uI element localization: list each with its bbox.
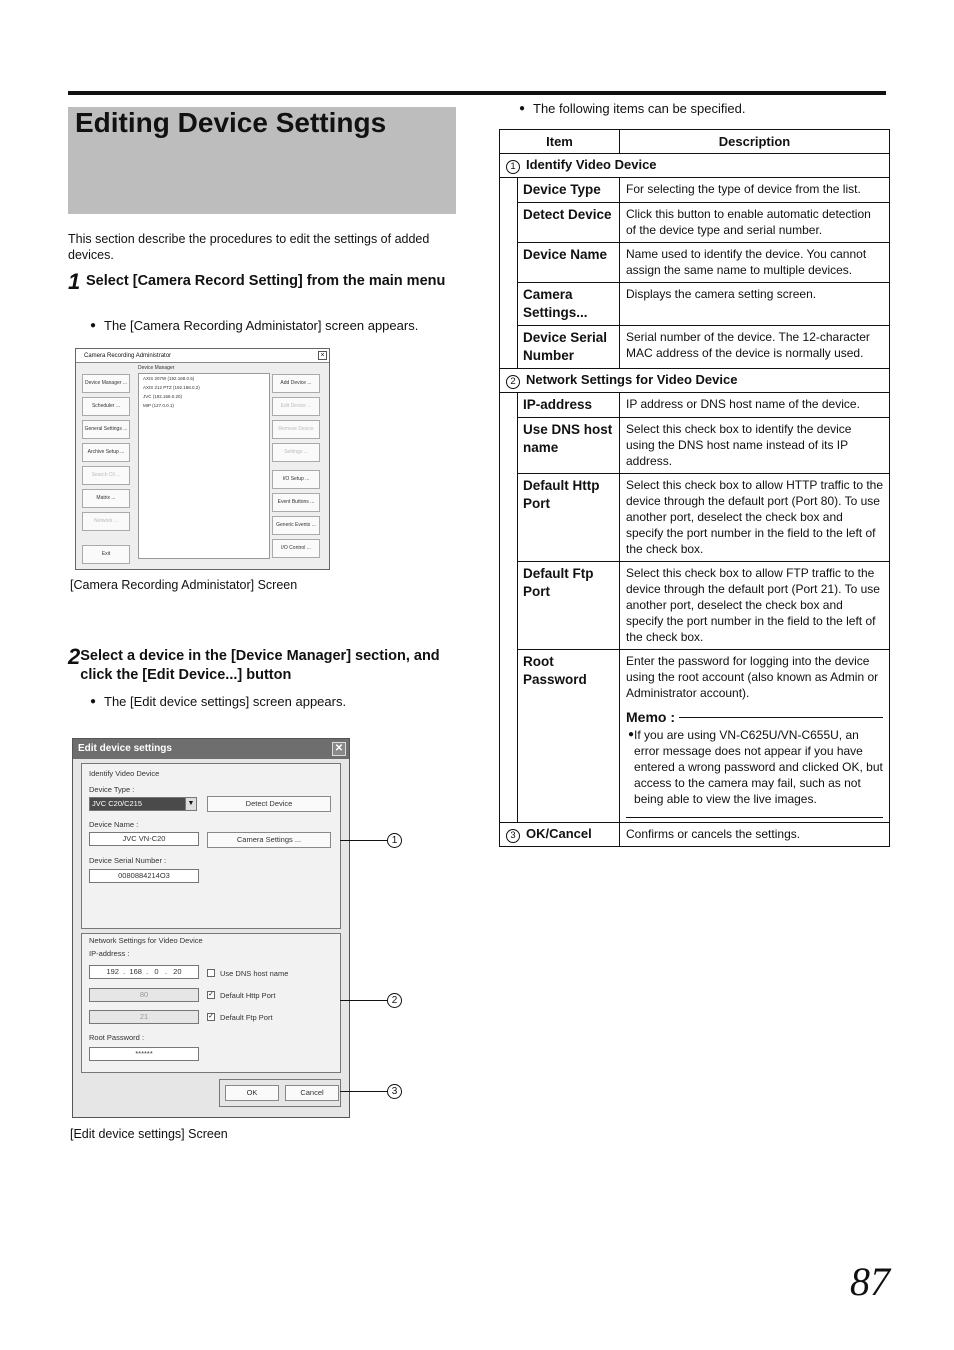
screenshot-2-caption: [Edit device settings] Screen (70, 1127, 228, 1141)
device-item: AXIS 212 PTZ (192.168.0.2) (143, 385, 200, 390)
step-1-bullet (90, 318, 418, 334)
table-row (500, 243, 890, 283)
memo-body (626, 727, 883, 807)
description-cell (620, 650, 890, 823)
description-cell: Select this check box to identify the device using the DNS host name instead of its IP address. (620, 418, 890, 474)
table-row (500, 283, 890, 326)
device-type-select: JVC C20/C215 (89, 797, 197, 811)
title-box (68, 107, 456, 214)
matrix-button: Matrix ... (82, 489, 130, 508)
camera-settings-button: Camera Settings ... (207, 832, 331, 848)
use-dns-checkbox (207, 969, 215, 977)
chevron-down-icon: ▼ (185, 798, 196, 810)
callout-1: 1 (387, 833, 402, 848)
section-row (500, 369, 890, 393)
description-cell: Select this check box to allow FTP traffic to the device through the default port (Port 21). To use another port, deselect the check box and specify the port number in the field to the left of the check box. (620, 562, 890, 650)
search-button: Search Cli ... (82, 466, 130, 485)
bullet-icon: ● (90, 696, 97, 707)
item-cell: Detect Device (518, 203, 620, 243)
device-item: JVC (192.168.0.20) (143, 394, 183, 399)
edit-device-button: Edit Device ... (272, 397, 320, 416)
screenshot-title: Camera Recording Administrator (84, 353, 172, 359)
device-name-label: Device Name : (89, 820, 139, 829)
archive-setup-button: Archive Setup ... (82, 443, 130, 462)
section-label: OK/Cancel (526, 826, 592, 841)
description-cell: Serial number of the device. The 12-character MAC address of the device is normally used. (620, 326, 890, 369)
settings-button: Settings ... (272, 443, 320, 462)
description-cell: Confirms or cancels the settings. (620, 823, 890, 847)
right-bullet (519, 101, 745, 117)
ok-button: OK (225, 1085, 279, 1101)
table-row (500, 562, 890, 650)
default-ftp-checkbox: ✓ (208, 1013, 214, 1020)
description-cell: IP address or DNS host name of the device. (620, 393, 890, 418)
generic-events-button: Generic Events ... (272, 516, 320, 535)
network-button: Network ... (82, 512, 130, 531)
table-row (500, 178, 890, 203)
intro-text: This section describe the procedures to edit the settings of added devices. (68, 232, 430, 262)
bullet-icon: ● (519, 103, 526, 114)
bullet-text: The [Camera Recording Administator] screen appears. (104, 318, 419, 333)
screenshot-1-caption: [Camera Recording Administator] Screen (70, 578, 298, 592)
memo-label: Memo : (626, 709, 675, 725)
bullet-text: The following items can be specified. (533, 101, 746, 116)
top-rule (68, 91, 886, 95)
circle-number: 3 (506, 829, 520, 843)
serial-field: 0080884214O3 (89, 869, 199, 883)
http-port-field: 80 (89, 988, 199, 1002)
description-cell: Name used to identify the device. You cannot assign the same name to multiple devices. (620, 243, 890, 283)
description-cell: Displays the camera setting screen. (620, 283, 890, 326)
memo-text: If you are using VN-C625U/VN-C655U, an error message does not appear if you have entered a wrong password and clicked OK, but access to the camera may fail, such as not being able to view the live images. (634, 728, 883, 806)
io-control-button: I/O Control ... (272, 539, 320, 558)
table-header-row (500, 130, 890, 154)
step-1 (68, 269, 456, 294)
memo-end-rule (626, 817, 883, 818)
item-cell: Device Serial Number (518, 326, 620, 369)
exit-button: Exit (82, 545, 130, 564)
callout-line (340, 1091, 387, 1092)
camera-recording-admin-screenshot (75, 348, 330, 570)
table-row (500, 418, 890, 474)
table-row (500, 326, 890, 369)
item-cell: Device Type (518, 178, 620, 203)
io-setup-button: I/O Setup ... (272, 470, 320, 489)
page-number: 87 (850, 1259, 890, 1304)
step-number: 2 (68, 644, 81, 669)
section-network-settings (500, 369, 890, 393)
group-label: Device Manager (138, 365, 175, 371)
section-label: Identify Video Device (526, 157, 657, 172)
ip-address-label: IP-address : (89, 949, 130, 958)
root-password-description: Enter the password for logging into the device using the root account (also known as Admin or Administrator account). (626, 654, 879, 700)
default-http-label: Default Http Port (220, 991, 276, 1000)
default-ftp-label: Default Ftp Port (220, 1013, 273, 1022)
section-ok-cancel (500, 823, 620, 847)
table-row (500, 393, 890, 418)
general-settings-button: General Settings ... (82, 420, 130, 439)
memo-title (626, 709, 883, 725)
cancel-button: Cancel (285, 1085, 339, 1101)
remove-device-button: Remove Device (272, 420, 320, 439)
step-text: Select a device in the [Device Manager] section, and click the [Edit Device...] button (80, 648, 440, 683)
device-tree (138, 373, 270, 559)
bullet-icon: ● (90, 320, 97, 331)
section-identify-video-device (500, 154, 890, 178)
page-title: Editing Device Settings (75, 107, 387, 138)
description-cell: Click this button to enable automatic detection of the device type and serial number. (620, 203, 890, 243)
close-icon: ✕ (332, 742, 346, 756)
device-manager-button: Device Manager ... (82, 374, 130, 393)
root-password-field: ****** (89, 1047, 199, 1061)
device-name-field: JVC VN-C20 (89, 832, 199, 846)
ip-address-field: 192 . 168 . 0 . 20 (89, 965, 199, 979)
item-cell: Camera Settings... (518, 283, 620, 326)
item-cell: IP-address (518, 393, 620, 418)
step-2-bullet (90, 694, 346, 710)
settings-table (499, 129, 890, 847)
serial-label: Device Serial Number : (89, 856, 167, 865)
table-row (500, 203, 890, 243)
ftp-port-field: 21 (89, 1010, 199, 1024)
table-row (500, 650, 890, 823)
add-device-button: Add Device ... (272, 374, 320, 393)
screenshot-title: Edit device settings (78, 743, 172, 754)
use-dns-label: Use DNS host name (220, 969, 289, 978)
circle-number: 1 (506, 160, 520, 174)
close-icon: × (318, 351, 327, 360)
item-cell: Default Ftp Port (518, 562, 620, 650)
circle-number: 2 (506, 375, 520, 389)
callout-line (340, 1000, 387, 1001)
item-cell: Default Http Port (518, 474, 620, 562)
group-label: Identify Video Device (89, 769, 160, 778)
event-buttons-button: Event Buttons ... (272, 493, 320, 512)
default-http-checkbox: ✓ (208, 991, 214, 998)
item-cell: Device Name (518, 243, 620, 283)
step-2 (68, 644, 456, 685)
item-cell: Root Password (518, 650, 620, 823)
description-cell: For selecting the type of device from the list. (620, 178, 890, 203)
screenshot-titlebar (76, 349, 329, 363)
group-label: Network Settings for Video Device (89, 936, 203, 945)
callout-line (340, 840, 387, 841)
item-cell: Use DNS host name (518, 418, 620, 474)
description-cell: Select this check box to allow HTTP traffic to the device through the default port (Port 80). To use another port, deselect the check box and specify the port number in the field to the left of the check box. (620, 474, 890, 562)
callout-3: 3 (387, 1084, 402, 1099)
step-text: Select [Camera Record Setting] from the main menu (86, 273, 446, 289)
scheduler-button: Scheduler ... (82, 397, 130, 416)
description-header: Description (620, 130, 890, 154)
detect-device-button: Detect Device (207, 796, 331, 812)
section-row (500, 154, 890, 178)
table-row (500, 823, 890, 847)
device-item: MIP (127.0.0.1) (143, 403, 174, 408)
item-header: Item (500, 130, 620, 154)
step-number: 1 (68, 269, 81, 294)
device-type-label: Device Type : (89, 785, 135, 794)
bullet-icon: ● (628, 729, 635, 740)
section-label: Network Settings for Video Device (526, 372, 738, 387)
bullet-text: The [Edit device settings] screen appears. (104, 694, 347, 709)
edit-device-settings-screenshot (72, 738, 350, 1118)
device-item: AXIS 207W (192.168.0.5) (143, 376, 195, 381)
table-row (500, 474, 890, 562)
callout-2: 2 (387, 993, 402, 1008)
root-password-label: Root Password : (89, 1033, 145, 1042)
screenshot-titlebar (73, 739, 349, 759)
